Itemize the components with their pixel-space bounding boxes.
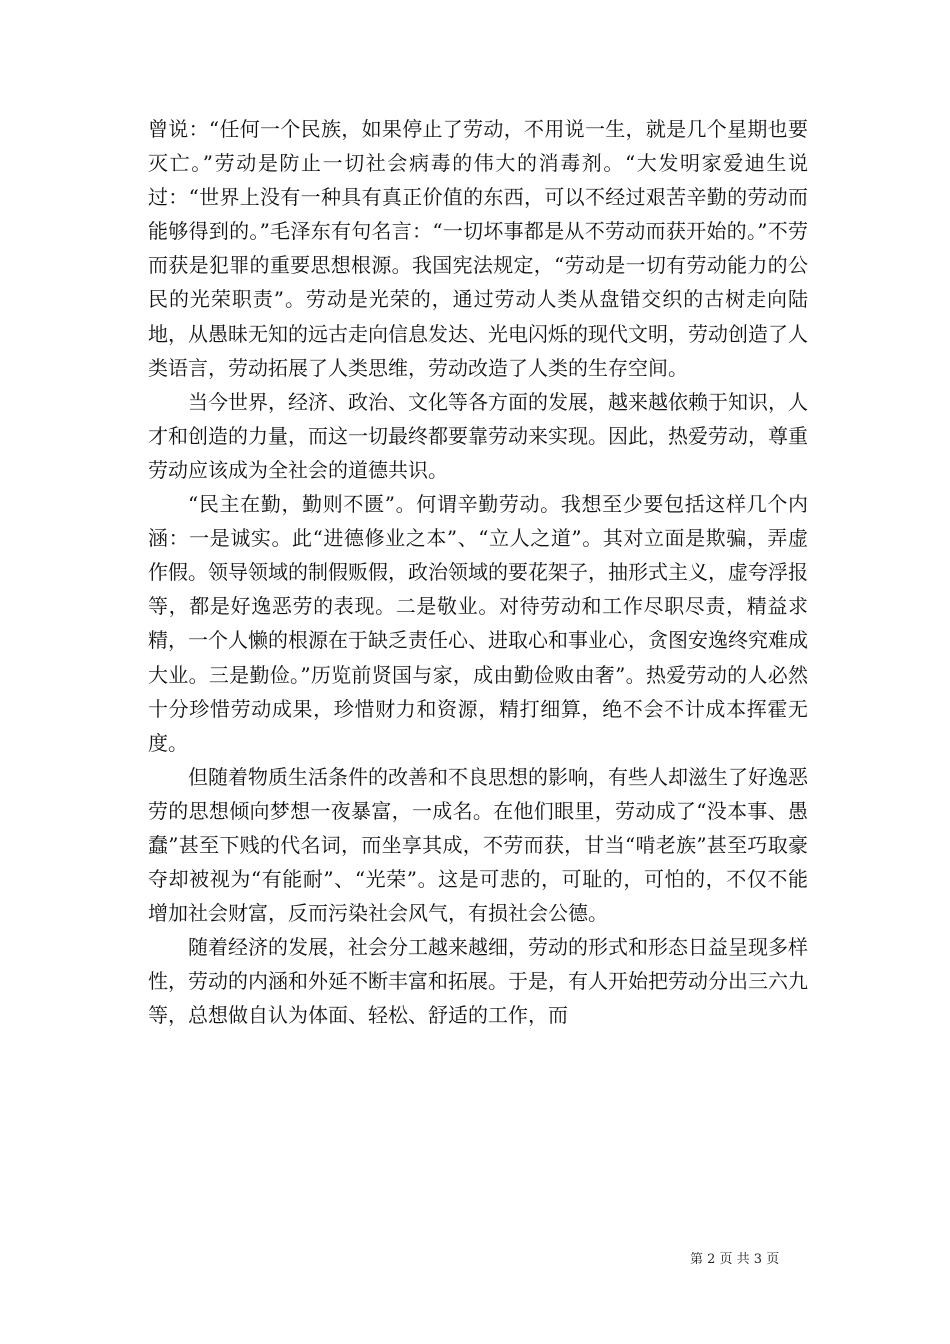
page-number-footer: 第 2 页 共 3 页 [690,1252,780,1267]
paragraph-2: 当今世界，经济、政治、文化等各方面的发展，越来越依赖于知识，人才和创造的力量，而这一切最终都要靠劳动来实现。因此，热爱劳动，尊重劳动应该成为全社会的道德共识。 [148,389,808,482]
paragraph-3: “民主在勤，勤则不匮”。何谓辛勤劳动。我想至少要包括这样几个内涵：一是诚实。此“进德修业之本”、“立人之道”。其对立面是欺骗，弄虚作假。领导领域的制假贩假，政治领域的要花架子，抽形式主义，虚夸浮报等，都是好逸恶劳的表现。二是敬业。对待劳动和工作尽职尽责，精益求精，一个人懒的根源在于缺乏责任心、进取心和事业心，贪图安逸终究难成大业。三是勤俭。”历览前贤国与家，成由勤俭败由奢”。热爱劳动的人必然十分珍惜劳动成果，珍惜财力和资源，精打细算，绝不会不计成本挥霍无度。 [148,492,808,755]
paragraph-4: 但随着物质生活条件的改善和不良思想的影响，有些人却滋生了好逸恶劳的思想倾向梦想一夜暴富，一成名。在他们眼里，劳动成了“没本事、愚蠢”甚至下贱的代名词，而坐享其成，不劳而获，甘当“啃老族”甚至巧取豪夺却被视为“有能耐”、“光荣”。这是可悲的，可耻的，可怕的，不仅不能增加社会财富，反而污染社会风气，有损社会公德。 [148,764,808,926]
document-body [148,112,808,1033]
paragraph-5: 随着经济的发展，社会分工越来越细，劳动的形式和形态日益呈现多样性，劳动的内涵和外延不断丰富和拓展。于是，有人开始把劳动分出三六九等，总想做自认为体面、轻松、舒适的工作，而 [148,935,808,1028]
paragraph-1: 曾说：“任何一个民族，如果停止了劳动，不用说一生，就是几个星期也要灭亡。”劳动是防止一切社会病毒的伟大的消毒剂。“大发明家爱迪生说过：“世界上没有一种具有真正价值的东西，可以不经过艰苦辛勤的劳动而能够得到的。”毛泽东有句名言：“一切坏事都是从不劳动而获开始的。”不劳而获是犯罪的重要思想根源。我国宪法规定，“劳动是一切有劳动能力的公民的光荣职责”。劳动是光荣的，通过劳动人类从盘错交织的古树走向陆地，从愚昧无知的远古走向信息发达、光电闪烁的现代文明，劳动创造了人类语言，劳动拓展了人类思维，劳动改造了人类的生存空间。 [148,117,808,380]
